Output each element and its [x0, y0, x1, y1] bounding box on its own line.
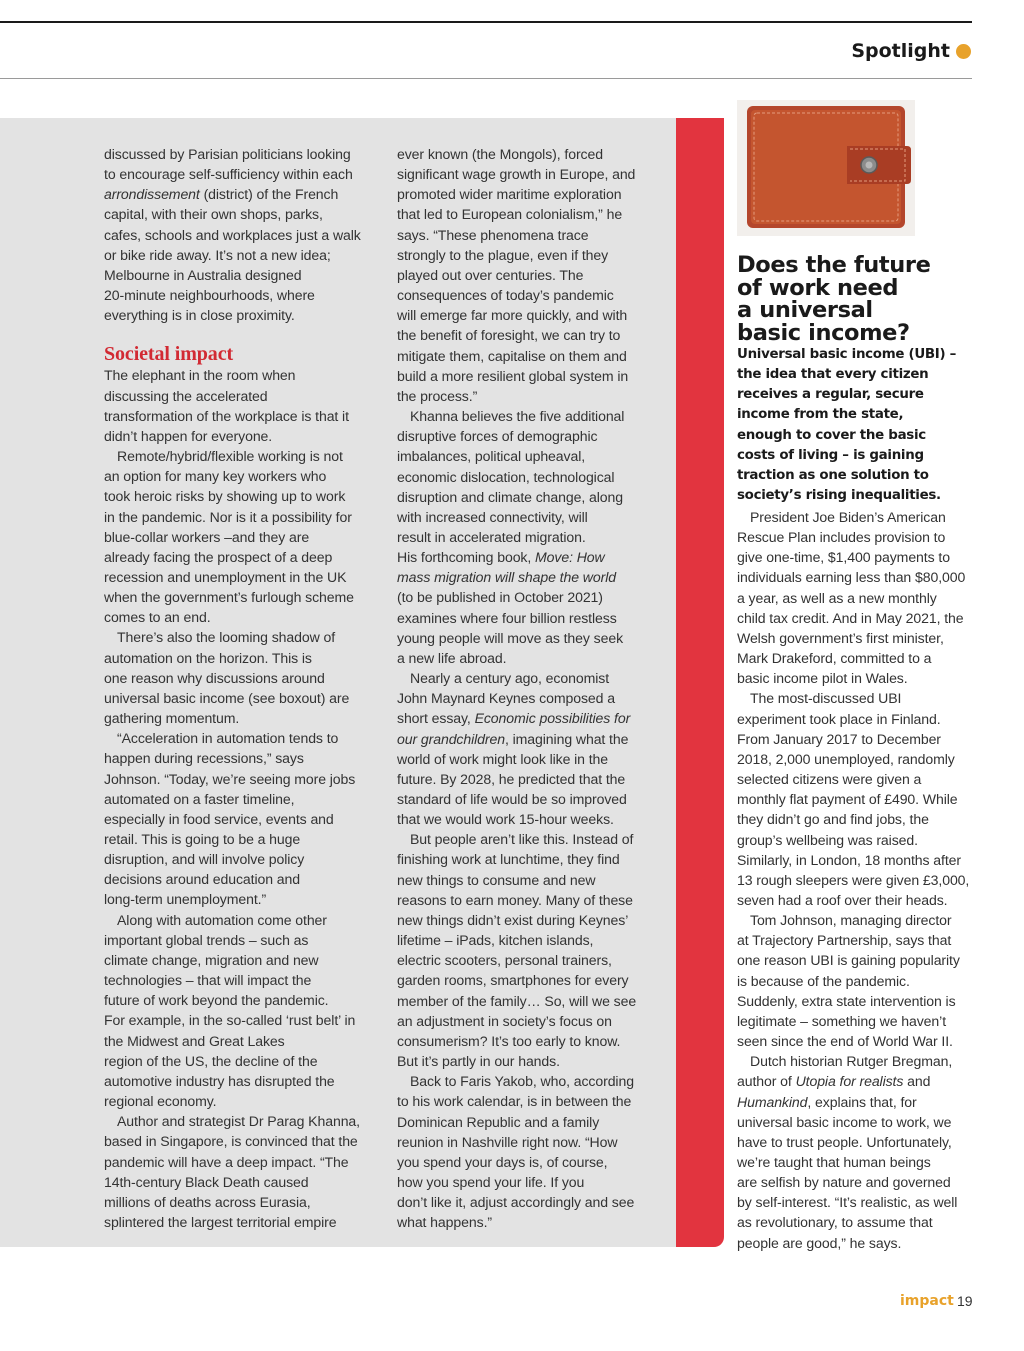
section-label: Spotlight [851, 40, 950, 62]
text-line: when the government’s furlough scheme [104, 589, 354, 606]
text-line: group’s wellbeing was raised. [737, 831, 918, 848]
text-line: monthly flat payment of £490. While [737, 791, 958, 808]
text-line: But it’s partly in our hands. [397, 1053, 560, 1070]
section-dot-icon [956, 44, 971, 59]
page-number: 19 [957, 1293, 973, 1309]
text-line: transformation of the workplace is that it [104, 407, 349, 424]
text-line: ever known (the Mongols), forced [397, 146, 603, 162]
text-line: Tom Johnson, managing director [750, 912, 952, 929]
text-line: income from the state, [737, 407, 904, 423]
text-line: millions of deaths across Eurasia, [104, 1193, 311, 1210]
text-line: played out over centuries. The [397, 266, 584, 283]
column-2-text [397, 144, 647, 1232]
text-line: or bike ride away. It’s not a new idea; [104, 246, 331, 263]
text-line: author of Utopia for realists and [737, 1073, 931, 1090]
italic-title: arrondissement [104, 186, 200, 203]
text-line: member of the family… So, will we see [397, 992, 637, 1009]
text-line: one reason UBI is gaining popularity [737, 952, 960, 969]
text-line: the idea that every citizen [737, 367, 929, 383]
text-line: our grandchildren, imagining what the [397, 730, 629, 747]
text-line: Suddenly, extra state intervention is [737, 992, 956, 1009]
text-line: result in accelerated migration. [397, 528, 586, 545]
text-line: The elephant in the room when [104, 367, 296, 384]
text-line: Melbourne in Australia designed [104, 266, 302, 283]
text-line: disruption, and will involve policy [104, 851, 305, 868]
text-line: to his work calendar, is in between the [397, 1093, 632, 1110]
text-line: individuals earning less than $80,000 [737, 569, 966, 586]
text-line: cafes, schools and workplaces just a walk [104, 226, 361, 243]
text-line: universal basic income (see boxout) are [104, 689, 350, 706]
text-line: examines where four billion restless [397, 609, 617, 626]
text-line: future of work beyond the pandemic. [104, 992, 329, 1009]
societal-impact-text [104, 365, 366, 1232]
text-line: Dominican Republic and a family [397, 1113, 600, 1130]
text-line: blue-collar workers –and they are [104, 528, 310, 545]
text-line: that led to European colonialism,” he [397, 206, 623, 223]
text-line: disruptive forces of demographic [397, 428, 598, 445]
text-line [397, 567, 647, 587]
text-line: society’s rising inequalities. [737, 488, 941, 504]
text-line: reasons to earn money. Many of these [397, 891, 633, 908]
text-line: automation on the horizon. This is [104, 649, 312, 666]
boxout-body [737, 507, 970, 1253]
text-line: economic dislocation, technological [397, 468, 615, 485]
text-line: discussed by Parisian politicians looking [104, 146, 351, 162]
text-line: 13 rough sleepers were given £3,000, [737, 871, 970, 888]
text-line: Along with automation come other [117, 911, 327, 928]
text-line: decisions around education and [104, 871, 301, 888]
text-line: enough to cover the basic [737, 427, 926, 443]
text-line: Khanna believes the five additional [410, 408, 625, 425]
text-line: future. By 2028, he predicted that the [397, 770, 626, 787]
text-line: based in Singapore, is convinced that the [104, 1133, 358, 1150]
text-line: Humankind, explains that, for [737, 1093, 917, 1110]
text-line: Remote/hybrid/flexible working is not [117, 448, 343, 465]
boxout-headline-line: basic income? [737, 319, 910, 346]
text-line: John Maynard Keynes composed a [397, 690, 615, 707]
text-line: is because of the pandemic. [737, 972, 910, 989]
text-line: discussing the accelerated [104, 387, 268, 404]
text-line: standard of life would be so improved [397, 791, 627, 807]
text-line: climate change, migration and new [104, 951, 319, 968]
text-line: Johnson. “Today, we’re seeing more jobs [104, 770, 356, 787]
text-line: Universal basic income (UBI) – [737, 347, 957, 362]
text-line: Rescue Plan includes provision to [737, 529, 946, 546]
text-line: automotive industry has disrupted the [104, 1072, 335, 1089]
text-line: receives a regular, secure [737, 387, 924, 403]
text-line: that we would work 15-hour weeks. [397, 811, 614, 828]
text-line: strongly to the plague, even if they [397, 246, 609, 263]
header-bottom-rule [0, 78, 972, 79]
text-line: don’t like it, adjust accordingly and see [397, 1194, 635, 1211]
text-line: For example, in the so-called ‘rust belt’ in [104, 1012, 356, 1029]
text-line: The most-discussed UBI [750, 690, 902, 707]
text-line: gathering momentum. [104, 710, 240, 727]
text-line: long-term unemployment.” [104, 891, 267, 908]
text-line: capital, with their own shops, parks, [104, 206, 323, 223]
text-line: pandemic will have a deep impact. “The [104, 1153, 349, 1170]
text-line: with increased connectivity, will [397, 508, 588, 525]
text-line: costs of living – is gaining [737, 447, 924, 463]
italic-title: mass migration will shape the world [397, 569, 616, 586]
text-line: a year, as well as a new monthly [737, 589, 937, 606]
text-line: His forthcoming book, Move: How [397, 549, 605, 566]
text-line: we’re taught that human beings [737, 1154, 931, 1170]
text-line: arrondissement (district) of the French [104, 186, 339, 203]
text-line: the Midwest and Great Lakes [104, 1032, 285, 1049]
text-line: in the pandemic. Nor is it a possibility for [104, 508, 352, 525]
text-line: says. “These phenomena trace [397, 226, 589, 243]
text-line: President Joe Biden’s American [750, 509, 946, 525]
intro-paragraph [104, 144, 366, 325]
text-line: From January 2017 to December [737, 730, 941, 747]
text-line: by self-interest. “It’s realistic, as well [737, 1194, 958, 1211]
text-line: significant wage growth in Europe, and [397, 166, 636, 183]
text-line: have to trust people. Unfortunately, [737, 1133, 952, 1150]
text-line: basic income pilot in Wales. [737, 670, 908, 687]
boxout-standfirst [737, 345, 967, 506]
italic-title: Utopia for realists [795, 1073, 904, 1090]
text-line: at Trajectory Partnership, says that [737, 932, 952, 949]
text-line: everything is in close proximity. [104, 307, 295, 324]
text-line: disruption and climate change, along [397, 488, 623, 505]
text-line: didn’t happen for everyone. [104, 427, 273, 444]
text-line: electric scooters, personal trainers, [397, 952, 612, 969]
text-line: are selfish by nature and governed [737, 1174, 951, 1191]
text-line: finishing work at lunchtime, they find [397, 851, 620, 868]
text-line: Dutch historian Rutger Bregman, [750, 1053, 953, 1070]
text-line: reunion in Nashville right now. “How [397, 1133, 618, 1150]
text-line: to encourage self-sufficiency within each [104, 166, 353, 183]
text-line: lifetime – iPads, kitchen islands, [397, 932, 594, 949]
text-line: people are good,” he says. [737, 1234, 902, 1251]
text-line: comes to an end. [104, 609, 211, 626]
text-line: imbalances, political upheaval, [397, 448, 586, 465]
text-line: recession and unemployment in the UK [104, 568, 347, 585]
text-line: automated on a faster timeline, [104, 790, 295, 807]
magazine-logo: impact [900, 1293, 954, 1309]
italic-title: Economic possibilities for [474, 710, 631, 727]
text-line: world of work might look like in the [397, 750, 609, 767]
text-line: seven had a roof over their heads. [737, 891, 948, 908]
text-line: a new life abroad. [397, 649, 507, 666]
boxout-headline [737, 254, 967, 344]
text-line: new things to consume and new [397, 871, 596, 888]
text-line: 2018, 2,000 unemployed, randomly [737, 750, 955, 767]
subhead-societal-impact: Societal impact [104, 343, 234, 366]
text-line: they didn’t go and find jobs, the [737, 811, 929, 828]
text-line: new things didn’t exist during Keynes’ [397, 911, 629, 928]
text-line: took heroic risks by showing up to work [104, 488, 346, 505]
text-line: the process.” [397, 387, 478, 404]
text-line: universal basic income to work, we [737, 1113, 952, 1130]
text-line: Back to Faris Yakob, who, according [410, 1073, 634, 1090]
text-line: young people will move as they seek [397, 629, 624, 646]
boxout-headline-line: a universal [737, 297, 873, 323]
text-line: region of the US, the decline of the [104, 1052, 318, 1069]
text-line: But people aren’t like this. Instead of [410, 831, 634, 848]
article-column-1 [104, 144, 366, 1232]
text-line: promoted wider maritime exploration [397, 186, 622, 203]
text-line: technologies – that will impact the [104, 972, 312, 989]
text-line: splintered the largest territorial empire [104, 1213, 337, 1230]
text-line: Mark Drakeford, committed to a [737, 650, 932, 667]
text-line: you spend your days is, of course, [397, 1153, 608, 1170]
header-top-rule [0, 21, 972, 23]
text-line: already facing the prospect of a deep [104, 548, 333, 565]
text-line: (to be published in October 2021) [397, 589, 603, 606]
text-line: retail. This is going to be a huge [104, 831, 301, 847]
italic-title: our grandchildren [397, 730, 505, 747]
text-line: Welsh government’s first minister, [737, 629, 944, 646]
text-line: mitigate them, capitalise on them and [397, 347, 627, 364]
text-line: legitimate – something we haven’t [737, 1012, 947, 1029]
text-line: give one-time, $1,400 payments to [737, 549, 950, 566]
text-line: happen during recessions,” says [104, 750, 304, 767]
text-line: selected citizens were given a [737, 771, 922, 788]
text-line: as revolutionary, to assume that [737, 1214, 933, 1231]
text-line: how you spend your life. If you [397, 1173, 585, 1190]
text-line: 14th-century Black Death caused [104, 1173, 309, 1190]
text-line: an adjustment in society’s focus on [397, 1012, 612, 1029]
text-line: Author and strategist Dr Parag Khanna, [117, 1113, 360, 1130]
text-line: Nearly a century ago, economist [410, 670, 610, 687]
boxout-headline-line: Does the future [737, 252, 931, 278]
text-line: short essay, Economic possibilities for [397, 710, 631, 727]
text-line: 20-minute neighbourhoods, where [104, 287, 315, 304]
text-line: important global trends – such as [104, 931, 309, 948]
text-line: experiment took place in Finland. [737, 710, 941, 727]
text-line: Similarly, in London, 18 months after [737, 851, 962, 868]
text-line: build a more resilient global system in [397, 367, 629, 384]
text-line: especially in food service, events and [104, 810, 334, 827]
text-line: the benefit of foresight, we can try to [397, 327, 621, 344]
text-line: child tax credit. And in May 2021, the [737, 609, 964, 626]
text-line: consequences of today’s pandemic [397, 287, 614, 304]
text-line: traction as one solution to [737, 467, 929, 483]
text-line: one reason why discussions around [104, 669, 325, 686]
accent-red-bar [676, 118, 724, 1247]
boxout-body-text [737, 507, 970, 1253]
text-line: regional economy. [104, 1093, 217, 1110]
wallet-image [737, 100, 915, 236]
text-line: an option for many key workers who [104, 468, 327, 485]
text-line: garden rooms, smartphones for every [397, 972, 629, 989]
text-line: will emerge far more quickly, and with [397, 307, 628, 324]
article-column-2 [397, 144, 647, 1232]
text-line: seen since the end of World War II. [737, 1033, 953, 1050]
text-line: consumerism? It’s too early to know. [397, 1032, 621, 1049]
italic-title: Move: How [535, 549, 605, 566]
italic-title: Humankind [737, 1093, 808, 1110]
text-line: There’s also the looming shadow of [117, 629, 336, 646]
text-line: what happens.” [397, 1214, 492, 1231]
text-line: “Acceleration in automation tends to [117, 730, 339, 747]
boxout-headline-line: of work need [737, 274, 899, 301]
